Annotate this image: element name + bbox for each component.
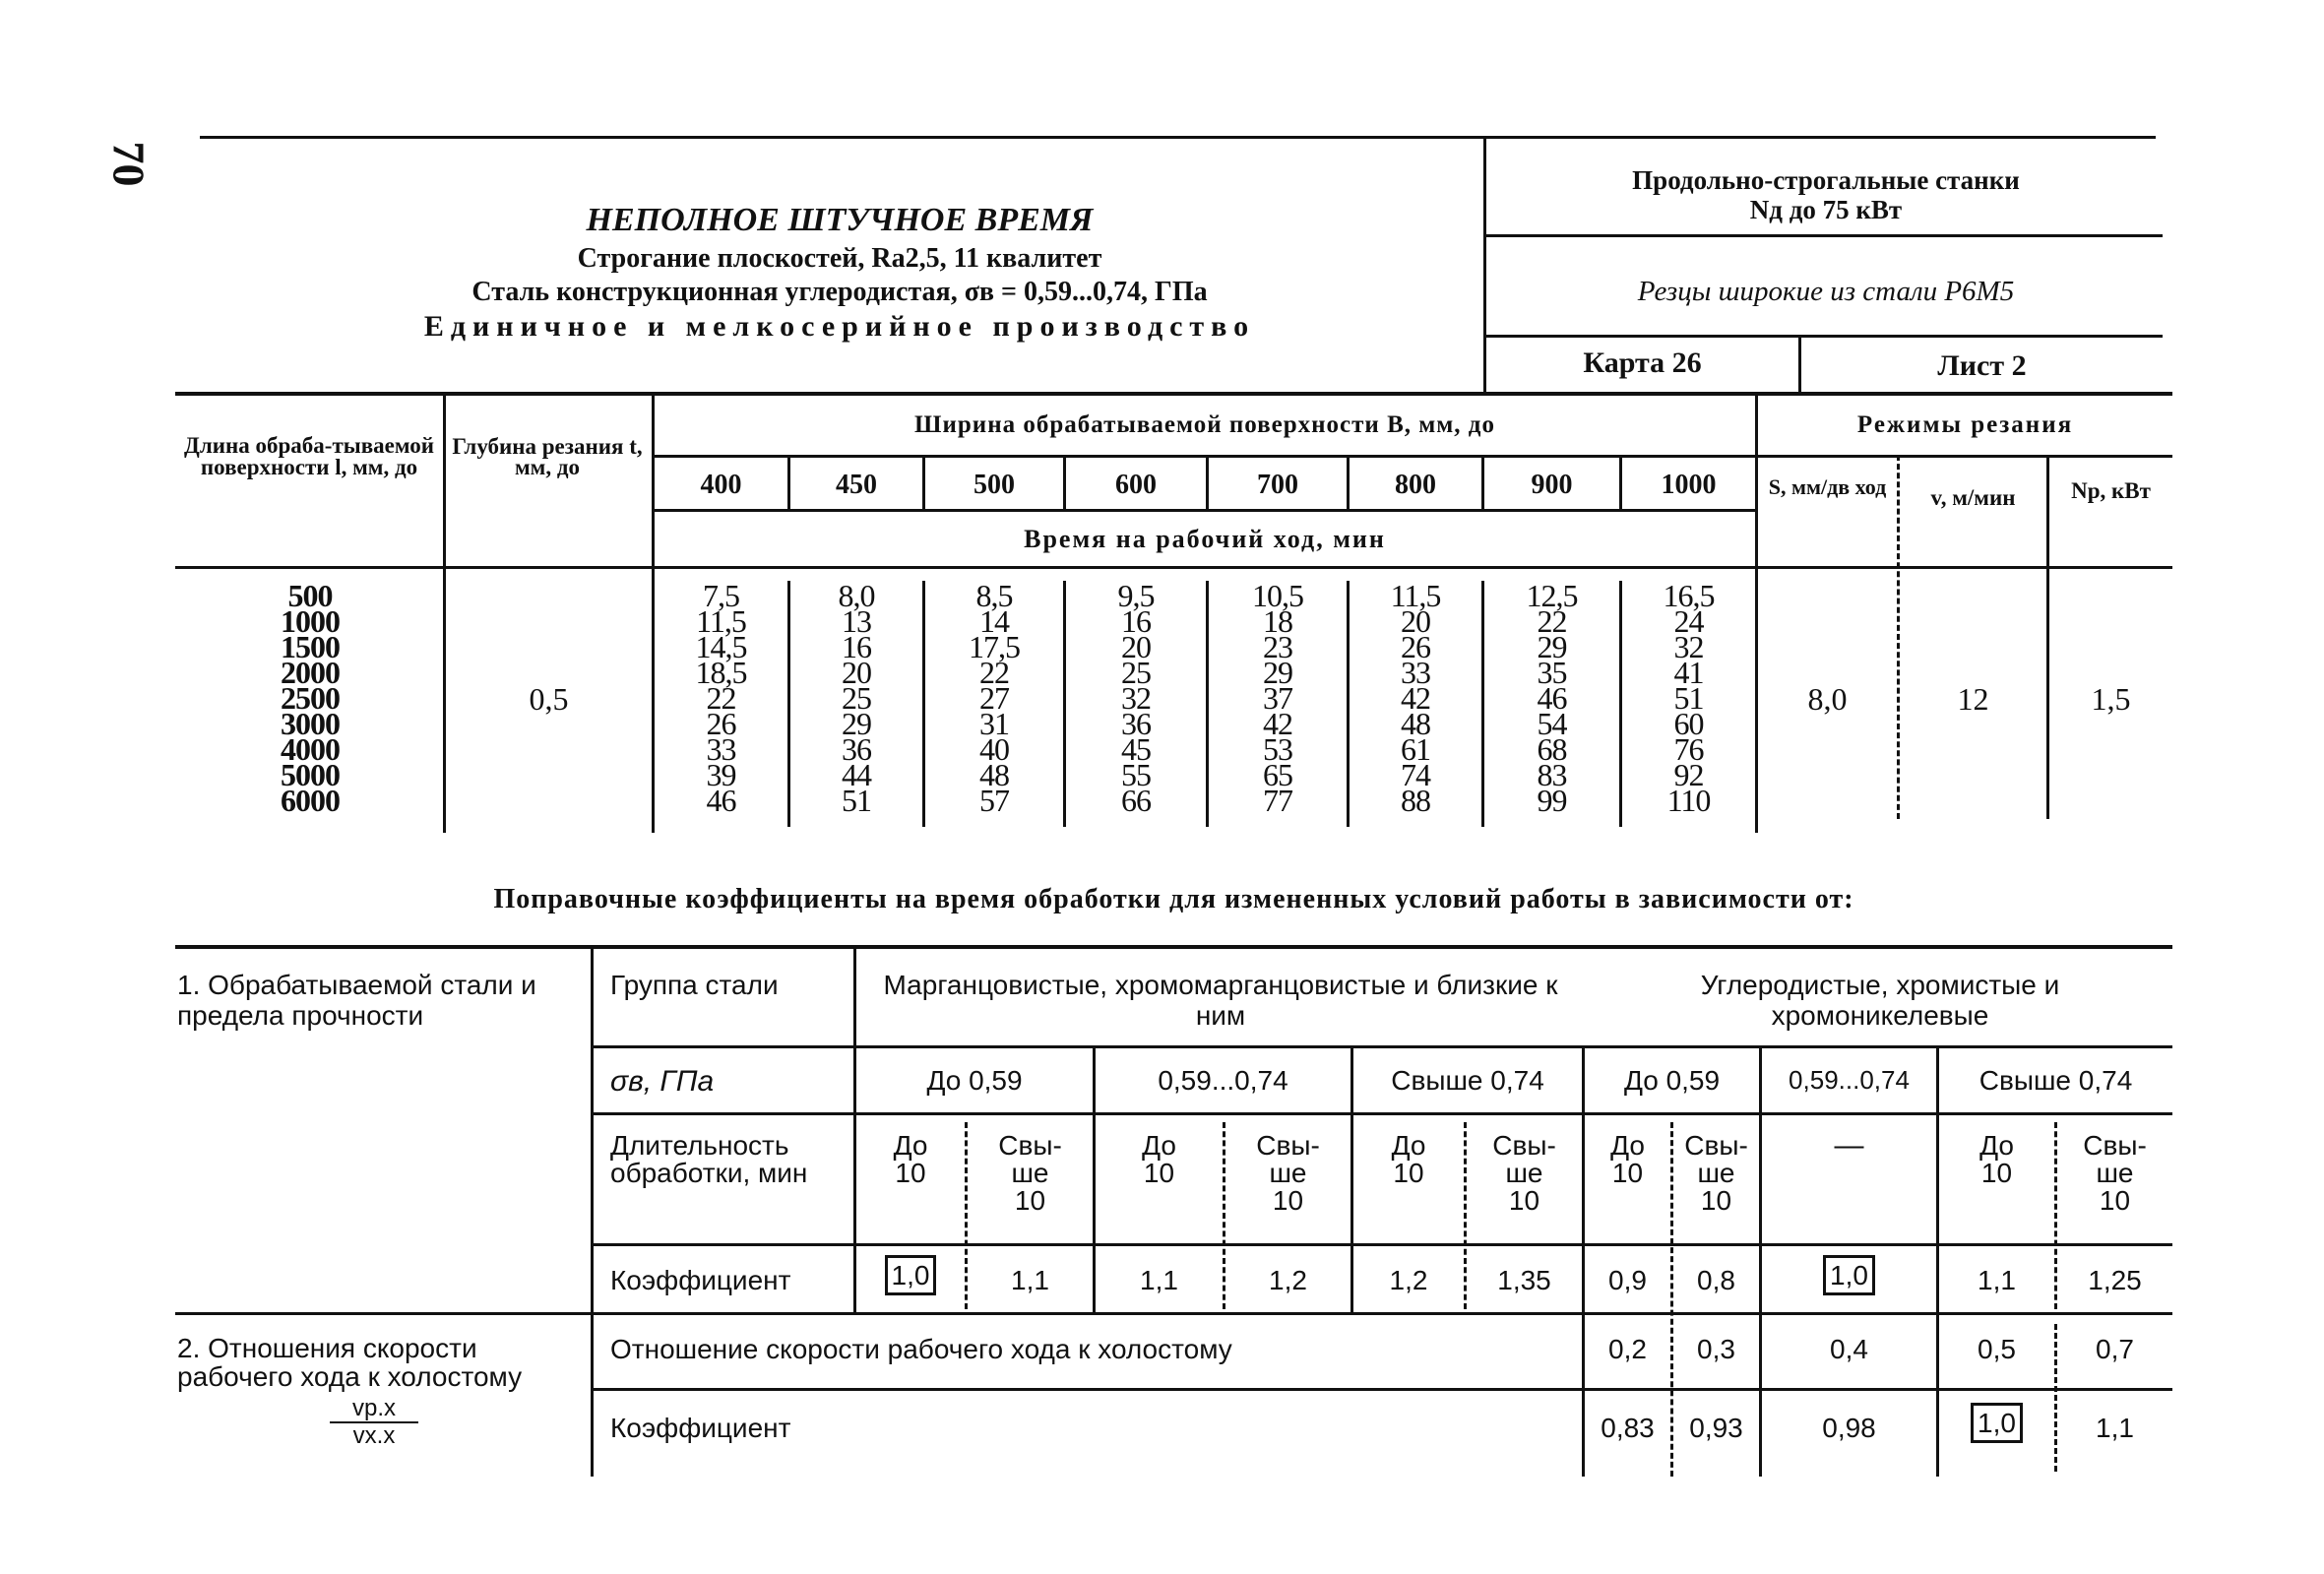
width-400: 400	[700, 470, 742, 500]
times-700: 10,5 18 23 29 37 42 53 65 77	[1252, 578, 1303, 818]
dur-b3: —	[1834, 1129, 1864, 1162]
width-500: 500	[974, 470, 1015, 500]
coef-a3: 1,1	[1140, 1265, 1178, 1295]
machine-type	[1486, 165, 2166, 224]
col-header-length: Длина обраба-тываемой поверхности l, мм, до	[184, 433, 434, 479]
lengths-column: 500 1000 1500 2000 2500 3000 4000 5000 6000	[281, 578, 340, 818]
dur-b4: До 10	[1979, 1130, 2014, 1188]
corr-top-rule	[175, 945, 2172, 949]
col-header-depth: Глубина резания t, мм, до	[452, 434, 643, 479]
coef-a2: 1,1	[1011, 1265, 1049, 1295]
coef-label: Коэффициент	[610, 1265, 791, 1295]
coef2-4-value: 1,0	[1971, 1403, 2023, 1443]
width-1000: 1000	[1661, 470, 1717, 500]
ratio-4: 0,5	[1978, 1334, 2016, 1364]
times-500: 8,5 14 17,5 22 27 31 40 48 57	[969, 578, 1020, 818]
width-row-rule	[655, 509, 1757, 512]
sigma-a1: До 0,59	[926, 1065, 1023, 1096]
dur-b1: До 10	[1610, 1130, 1645, 1188]
coef-b5: 1,25	[2088, 1265, 2142, 1295]
sigma-b3: Свыше 0,74	[1979, 1065, 2133, 1096]
coef-a4: 1,2	[1269, 1265, 1307, 1295]
width-700: 700	[1257, 470, 1298, 500]
doc-title: НЕПОЛНОЕ ШТУЧНОЕ ВРЕМЯ	[586, 202, 1094, 238]
s-label: S, мм/дв ход	[1768, 474, 1887, 499]
header-sub-rule	[655, 455, 2172, 458]
sigma-label: σв, ГПа	[610, 1065, 715, 1098]
coef-b3	[1762, 1260, 1936, 1291]
ratio-numerator: vр.х	[330, 1396, 418, 1423]
v-label: v, м/мин	[1930, 485, 2016, 510]
times-900: 12,5 22 29 35 46 54 68 83 99	[1526, 578, 1578, 818]
item1-label: 1. Обрабатываемой стали и предела прочности	[177, 970, 536, 1031]
coef-a5: 1,2	[1389, 1265, 1428, 1295]
corr-label-divider	[591, 945, 594, 1477]
times-400: 7,5 11,5 14,5 18,5 22 26 33 39 46	[695, 578, 747, 818]
corr-rule-item2	[175, 1312, 2172, 1315]
n-value: 1,5	[2091, 681, 2131, 717]
coef2-2: 0,93	[1689, 1413, 1743, 1443]
tool-info: Резцы широкие из стали Р6М5	[1637, 276, 2015, 307]
sigma-a3: Свыше 0,74	[1391, 1065, 1544, 1096]
duration-label: Длительность обработки, мин	[610, 1130, 808, 1188]
ratio-3: 0,4	[1830, 1334, 1868, 1364]
corr-group-divider	[853, 945, 856, 1312]
doc-subtitle-material: Сталь конструкционная углеродистая, σв = 0,59...0,74, ГПа	[471, 277, 1208, 307]
width-600: 600	[1115, 470, 1157, 500]
dur-a5: До 10	[1391, 1130, 1426, 1188]
corr-rule-ratio	[591, 1388, 2172, 1391]
card-number: Карта 26	[1583, 346, 1702, 379]
coef2-4	[1939, 1408, 2054, 1439]
v-value: 12	[1957, 681, 1989, 717]
machine-line1: Продольно-строгальные станки	[1632, 165, 2020, 195]
sheet-number: Лист 2	[1937, 349, 2027, 382]
col-header-modes: Режимы резания	[1856, 411, 2074, 438]
corr-rule-coef	[591, 1243, 2172, 1246]
times-800: 11,5 20 26 33 42 48 61 74 88	[1390, 578, 1441, 818]
s-value: 8,0	[1807, 681, 1848, 717]
col-divider-v-n	[2046, 455, 2049, 819]
depth-value: 0,5	[529, 681, 569, 717]
dur-a1: До 10	[893, 1130, 928, 1188]
coef-b1: 0,9	[1608, 1265, 1647, 1295]
coef-a1-value: 1,0	[885, 1255, 937, 1295]
group-b-label: Углеродистые, хромистые и хромоникелевые	[1700, 970, 2060, 1031]
coef2-1: 0,83	[1601, 1413, 1655, 1443]
width-800: 800	[1395, 470, 1436, 500]
ratio-label: Отношение скорости рабочего хода к холостому	[610, 1334, 1232, 1364]
times-600: 9,5 16 20 25 32 36 45 55 66	[1117, 578, 1155, 818]
coef2-3: 0,98	[1822, 1413, 1876, 1443]
ratio-5: 0,7	[2096, 1334, 2134, 1364]
ratio-denominator: vх.х	[352, 1422, 396, 1449]
sigma-a2: 0,59...0,74	[1158, 1065, 1288, 1096]
sigma-b2: 0,59...0,74	[1789, 1065, 1910, 1095]
group-label: Группа стали	[610, 970, 779, 1000]
item2-label: 2. Отношения скорости рабочего хода к холостому	[177, 1333, 523, 1392]
table-header-bottom-rule	[175, 566, 2172, 569]
machine-line2: Nд до 75 кВт	[1749, 195, 1903, 224]
ratio-1: 0,2	[1608, 1334, 1647, 1364]
coef-b3-value: 1,0	[1823, 1255, 1875, 1295]
corr-rule-duration	[591, 1112, 2172, 1115]
ratio-2: 0,3	[1697, 1334, 1735, 1364]
width-450: 450	[836, 470, 877, 500]
dur-a6: Свы- ше 10	[1492, 1130, 1556, 1216]
corr-rule-sigma	[591, 1045, 2172, 1048]
page-number: 70	[103, 141, 155, 187]
coef-b4: 1,1	[1978, 1265, 2016, 1295]
header-top-rule	[200, 136, 2156, 139]
group-a-label: Марганцовистые, хромомарганцовистые и близкие к ним	[883, 970, 1558, 1031]
doc-subtitle-production: Единичное и мелкосерийное производство	[423, 310, 1256, 343]
col-divider-s-v	[1897, 455, 1900, 819]
dur-b2: Свы- ше 10	[1684, 1130, 1748, 1216]
table-top-rule	[175, 392, 2172, 396]
header-rule-machine	[1483, 234, 2163, 237]
sigma-b1: До 0,59	[1623, 1065, 1721, 1096]
corrections-heading: Поправочные коэффициенты на время обработки для измененных условий работы в зависимости от:	[493, 884, 1854, 914]
header-rule-tool	[1483, 335, 2163, 338]
col-divider-modes	[1755, 392, 1758, 833]
width-900: 900	[1531, 470, 1573, 500]
dur-a3: До 10	[1142, 1130, 1176, 1188]
doc-subtitle-operation: Строгание плоскостей, Ra2,5, 11 квалитет	[577, 243, 1102, 274]
ratio-fraction	[330, 1396, 418, 1449]
dur-a4: Свы- ше 10	[1256, 1130, 1320, 1216]
times-1000: 16,5 24 32 41 51 60 76 92 110	[1663, 578, 1715, 818]
time-label: Время на рабочий ход, мин	[1024, 525, 1386, 553]
n-label: Nр, кВт	[2071, 478, 2151, 503]
coef2-5: 1,1	[2096, 1413, 2134, 1443]
coef-a6: 1,35	[1497, 1265, 1551, 1295]
dur-a2: Свы- ше 10	[998, 1130, 1062, 1216]
dur-b5: Свы- ше 10	[2083, 1130, 2147, 1216]
col-header-width: Ширина обрабатываемой поверхности В, мм, до	[914, 411, 1495, 438]
coef-a1	[856, 1260, 965, 1291]
times-450: 8,0 13 16 20 25 29 36 44 51	[838, 578, 875, 818]
coef-b2: 0,8	[1697, 1265, 1735, 1295]
coef2-label: Коэффициент	[610, 1413, 791, 1443]
